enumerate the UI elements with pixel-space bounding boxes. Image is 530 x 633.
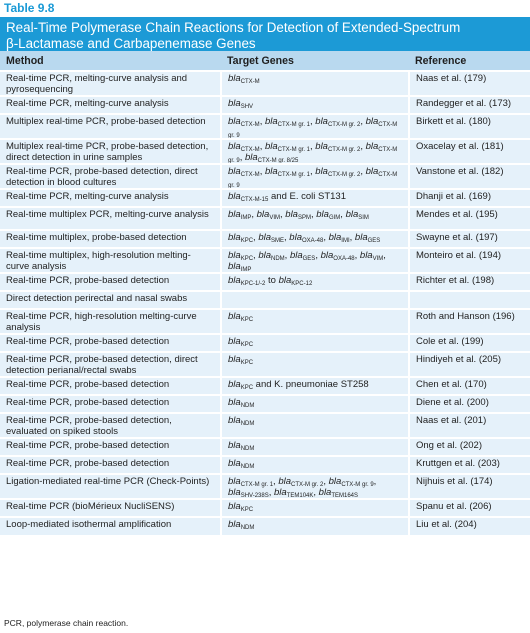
method-cell: Real-time multiplex PCR, melting-curve analysis (0, 207, 221, 230)
method-cell: Ligation-mediated real-time PCR (Check-Points) (0, 474, 221, 499)
reference-cell (409, 291, 530, 309)
table-row (0, 273, 530, 291)
method-cell: Real-time multiplex, probe-based detection (0, 230, 221, 248)
method-cell: Real-time PCR, probe-based detection, evaluated on spiked stools (0, 413, 221, 438)
method-cell: Loop-mediated isothermal amplification (0, 517, 221, 535)
pcr-table (0, 51, 530, 535)
table-row (0, 334, 530, 352)
target-genes-cell: bla$_{KPC}$ (221, 309, 409, 334)
target-genes-cell: bla$_{NDM}$ (221, 456, 409, 474)
table-footnote: PCR, polymerase chain reaction. (4, 618, 129, 628)
reference-cell: Cole et al. (199) (409, 334, 530, 352)
method-cell: Real-time PCR, probe-based detection (0, 334, 221, 352)
table-row (0, 96, 530, 114)
target-genes-cell: bla$_{CTX-M}$, bla$_{CTX-M gr. 1}$, bla$_{CTX-M gr. 2}$, bla$_{CTX-M gr. 9}$ (221, 164, 409, 189)
method-cell: Real-time PCR, probe-based detection, direct detection in blood cultures (0, 164, 221, 189)
header-method: Method (0, 51, 221, 71)
reference-cell: Roth and Hanson (196) (409, 309, 530, 334)
table-title-line-1: Real-Time Polymerase Chain Reactions for Detection of Extended-Spectrum (6, 20, 461, 35)
table-row (0, 164, 530, 189)
reference-cell: Birkett et al. (180) (409, 114, 530, 139)
table-header-row (0, 51, 530, 71)
table-row (0, 71, 530, 96)
reference-cell: Kruttgen et al. (203) (409, 456, 530, 474)
reference-cell: Dhanji et al. (169) (409, 189, 530, 207)
reference-cell: Nijhuis et al. (174) (409, 474, 530, 499)
method-cell: Multiplex real-time PCR, probe-based detection (0, 114, 221, 139)
method-cell: Real-time PCR, probe-based detection (0, 438, 221, 456)
table-title-line-2: β-Lactamase and Carbapenemase Genes (6, 36, 256, 51)
table-row (0, 438, 530, 456)
reference-cell: Naas et al. (179) (409, 71, 530, 96)
method-cell: Real-time PCR, melting-curve analysis (0, 96, 221, 114)
method-cell: Multiplex real-time PCR, probe-based detection, direct detection in urine samples (0, 139, 221, 164)
method-cell: Real-time PCR, melting-curve analysis (0, 189, 221, 207)
method-cell: Real-time PCR, melting-curve analysis and pyrosequencing (0, 71, 221, 96)
table-row (0, 114, 530, 139)
target-genes-cell: bla$_{CTX-M gr. 1}$, bla$_{CTX-M gr. 2}$, bla$_{CTX-M gr. 9}$, bla$_{SHV-238S}$, bla$_{TEM104K}$, bla$_{TEM164S}$ (221, 474, 409, 499)
method-cell: Real-time PCR (bioMérieux NucliSENS) (0, 499, 221, 517)
target-genes-cell: bla$_{CTX-M}$, bla$_{CTX-M gr. 1}$, bla$_{CTX-M gr. 2}$, bla$_{CTX-M gr. 9}$ (221, 114, 409, 139)
target-genes-cell (221, 291, 409, 309)
reference-cell: Liu et al. (204) (409, 517, 530, 535)
method-cell: Real-time PCR, probe-based detection, direct detection perianal/rectal swabs (0, 352, 221, 377)
reference-cell: Richter et al. (198) (409, 273, 530, 291)
table-row (0, 291, 530, 309)
header-target-genes: Target Genes (221, 51, 409, 71)
header-reference: Reference (409, 51, 530, 71)
reference-cell: Naas et al. (201) (409, 413, 530, 438)
target-genes-cell: bla$_{KPC}$ (221, 499, 409, 517)
reference-cell: Hindiyeh et al. (205) (409, 352, 530, 377)
table-row (0, 248, 530, 273)
method-cell: Real-time PCR, probe-based detection (0, 456, 221, 474)
target-genes-cell: bla$_{KPC}$ and K. pneumoniae ST258 (221, 377, 409, 395)
method-cell: Real-time PCR, probe-based detection (0, 395, 221, 413)
target-genes-cell: bla$_{KPC}$ (221, 334, 409, 352)
reference-cell: Diene et al. (200) (409, 395, 530, 413)
table-row (0, 499, 530, 517)
table-row (0, 230, 530, 248)
target-genes-cell: bla$_{CTX-M}$ (221, 71, 409, 96)
table-row (0, 309, 530, 334)
target-genes-cell: bla$_{NDM}$ (221, 517, 409, 535)
target-genes-cell: bla$_{NDM}$ (221, 438, 409, 456)
method-cell: Real-time multiplex, high-resolution melting-curve analysis (0, 248, 221, 273)
table-row (0, 377, 530, 395)
reference-cell: Spanu et al. (206) (409, 499, 530, 517)
reference-cell: Mendes et al. (195) (409, 207, 530, 230)
reference-cell: Oxacelay et al. (181) (409, 139, 530, 164)
reference-cell: Swayne et al. (197) (409, 230, 530, 248)
table-row (0, 413, 530, 438)
method-cell: Real-time PCR, probe-based detection (0, 273, 221, 291)
reference-cell: Monteiro et al. (194) (409, 248, 530, 273)
reference-cell: Ong et al. (202) (409, 438, 530, 456)
target-genes-cell: bla$_{KPC}$, bla$_{NDM}$, bla$_{GES}$, bla$_{OXA-48}$, bla$_{VIM}$, bla$_{IMP}$ (221, 248, 409, 273)
reference-cell: Randegger et al. (173) (409, 96, 530, 114)
method-cell: Real-time PCR, high-resolution melting-curve analysis (0, 309, 221, 334)
target-genes-cell: bla$_{KPC-1/-2}$ to bla$_{KPC-12}$ (221, 273, 409, 291)
table-label: Table 9.8 (4, 1, 55, 15)
table-body (0, 71, 530, 535)
method-cell: Direct detection perirectal and nasal swabs (0, 291, 221, 309)
table-row (0, 474, 530, 499)
reference-cell: Vanstone et al. (182) (409, 164, 530, 189)
table-row (0, 189, 530, 207)
target-genes-cell: bla$_{KPC}$, bla$_{SME}$, bla$_{OXA-48}$, bla$_{IMI}$, bla$_{GES}$ (221, 230, 409, 248)
target-genes-cell: bla$_{NDM}$ (221, 395, 409, 413)
target-genes-cell: bla$_{IMP}$, bla$_{VIM}$, bla$_{SPM}$, bla$_{GIM}$, bla$_{SIM}$ (221, 207, 409, 230)
target-genes-cell: bla$_{CTX-M-15}$ and E. coli ST131 (221, 189, 409, 207)
target-genes-cell: bla$_{KPC}$ (221, 352, 409, 377)
table-row (0, 352, 530, 377)
table-row (0, 395, 530, 413)
table-row (0, 139, 530, 164)
table-row (0, 456, 530, 474)
target-genes-cell: bla$_{NDM}$ (221, 413, 409, 438)
table-row (0, 207, 530, 230)
target-genes-cell: bla$_{CTX-M}$, bla$_{CTX-M gr. 1}$, bla$_{CTX-M gr. 2}$, bla$_{CTX-M gr. 9}$, bla$_{CTX-M gr. 8/25}$ (221, 139, 409, 164)
reference-cell: Chen et al. (170) (409, 377, 530, 395)
method-cell: Real-time PCR, probe-based detection (0, 377, 221, 395)
table-title (0, 17, 530, 51)
table-row (0, 517, 530, 535)
target-genes-cell: bla$_{SHV}$ (221, 96, 409, 114)
